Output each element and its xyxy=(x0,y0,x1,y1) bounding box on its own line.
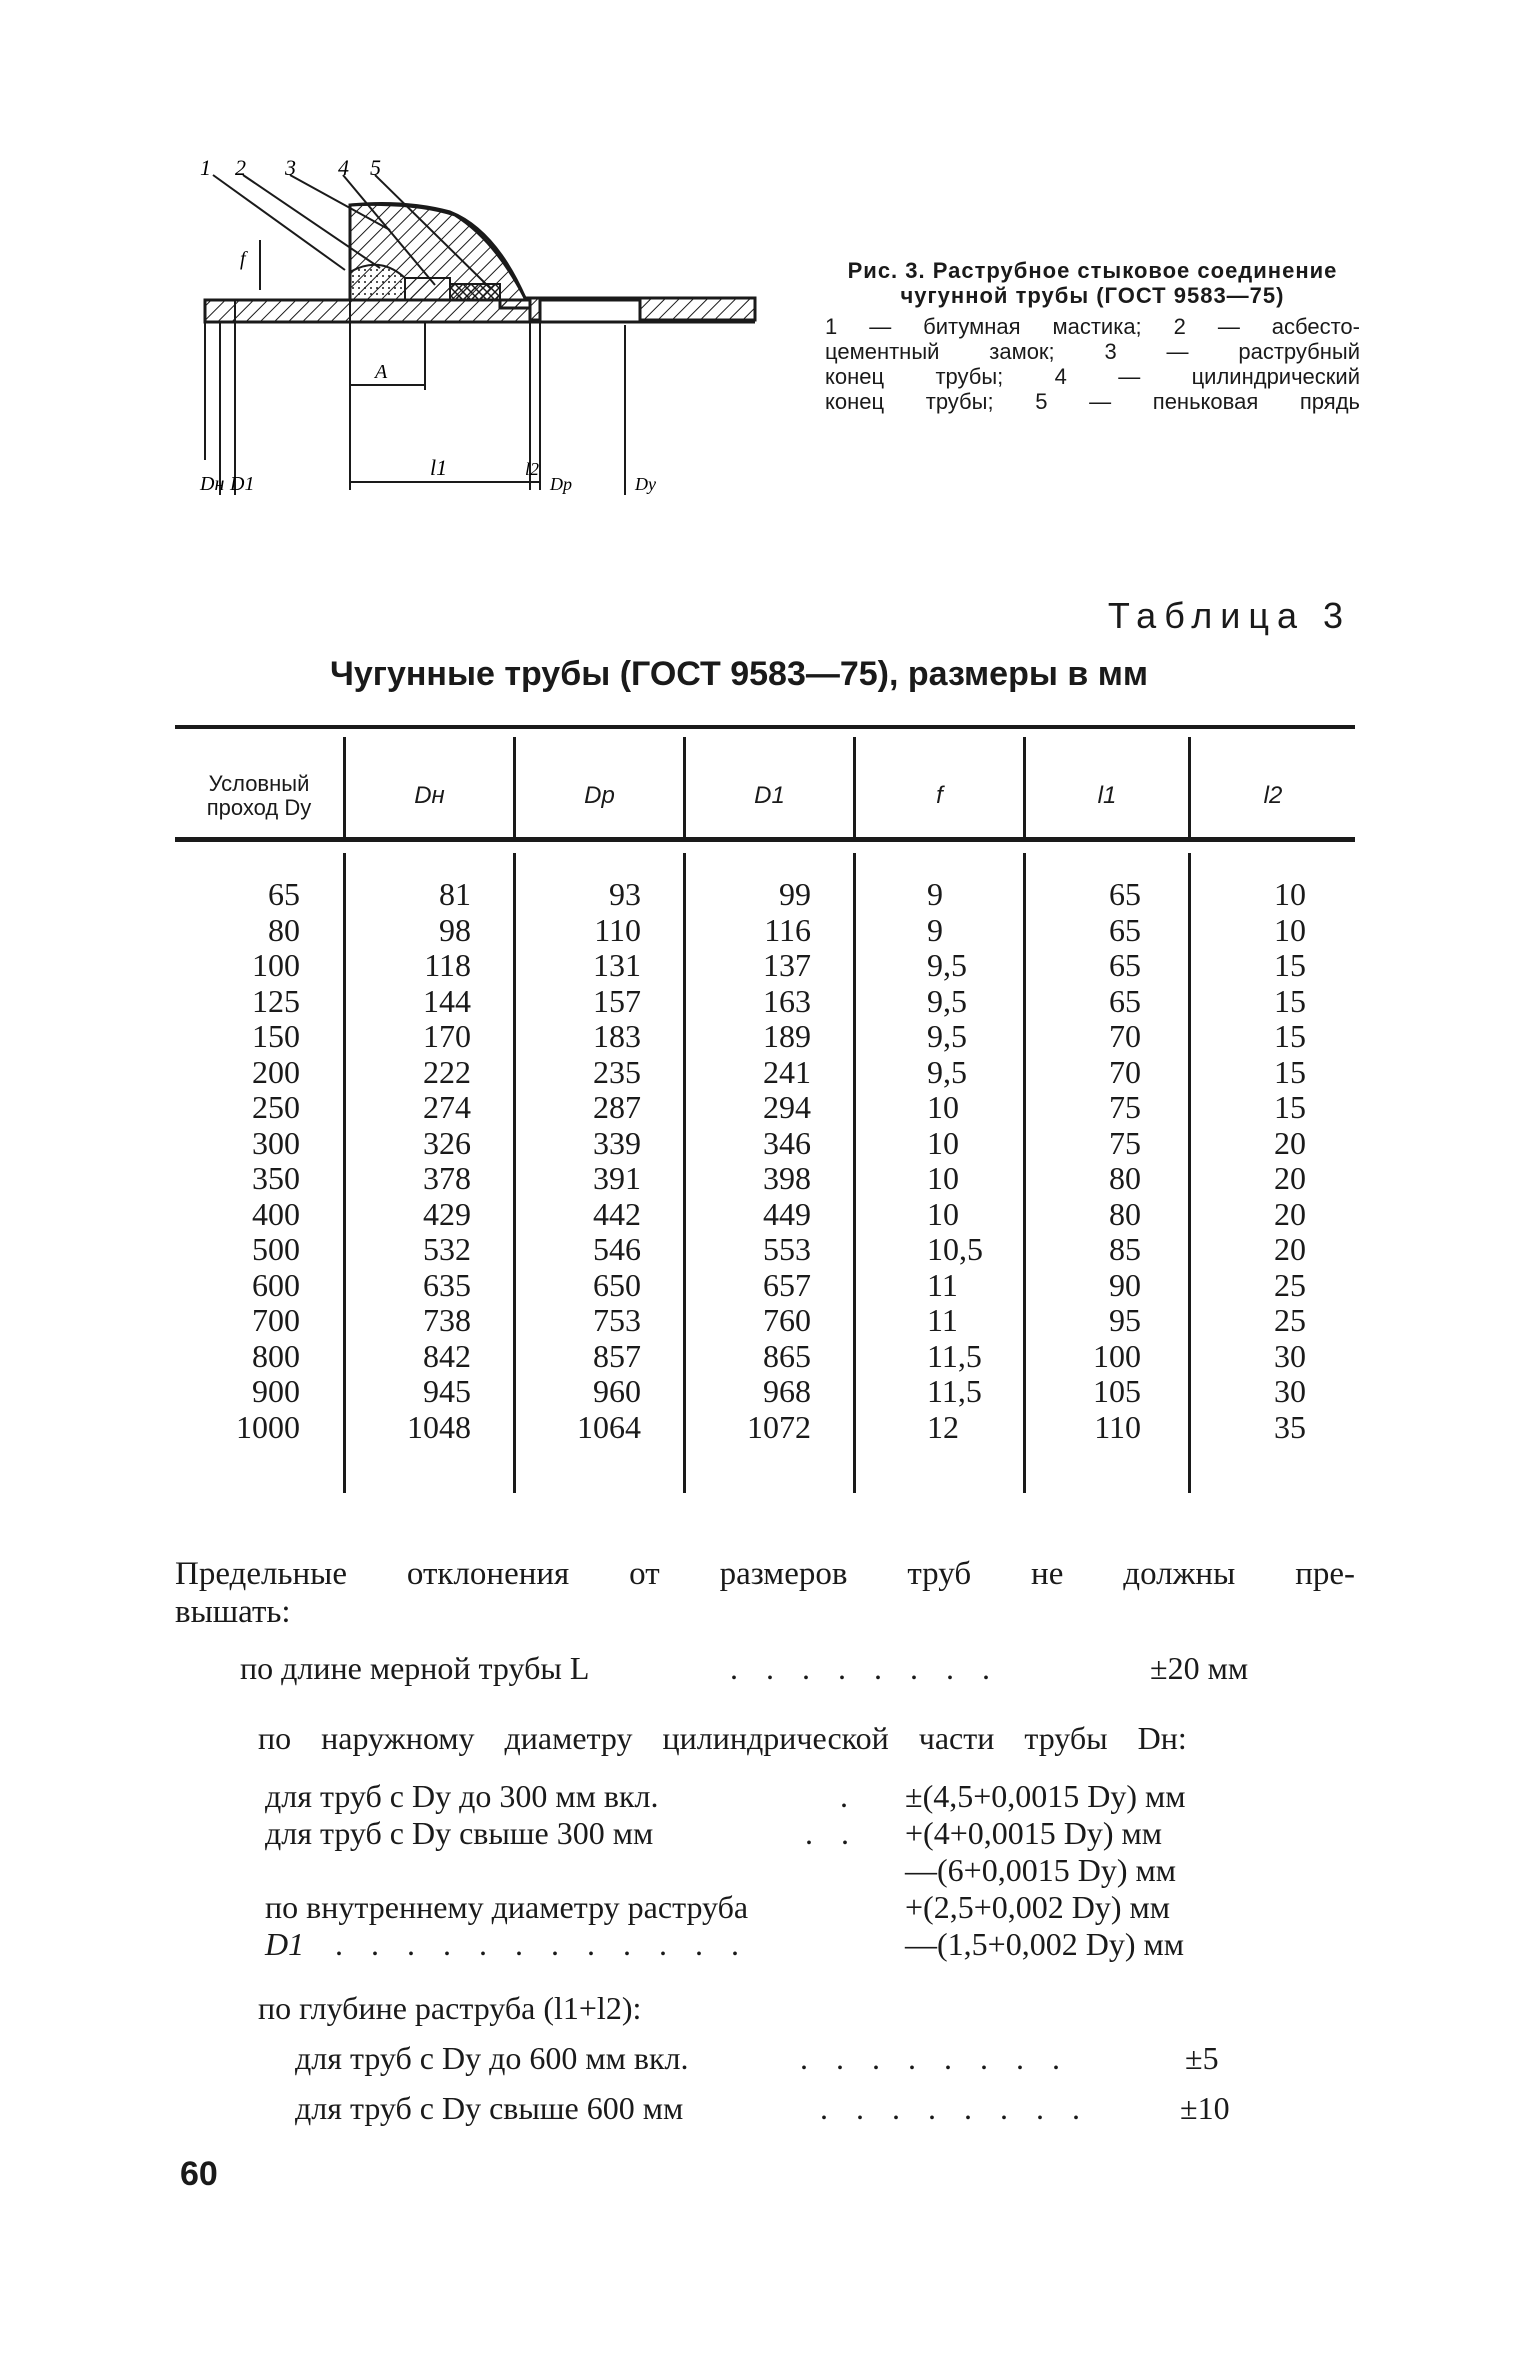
leader-dots: . . xyxy=(805,1815,859,1851)
table-cell: 80 xyxy=(268,911,300,948)
table-cell: 1048 xyxy=(407,1408,471,1445)
table-cell: 137 xyxy=(763,947,811,983)
table-cell: 398 xyxy=(763,1160,811,1196)
table-cell: 738 xyxy=(423,1302,471,1338)
header-d1: D1 xyxy=(754,781,785,809)
legend-line: цементный замок; 3 — раструбный xyxy=(825,339,1360,364)
intro-line-1 xyxy=(175,1555,1355,1593)
table-cell: 326 xyxy=(423,1124,471,1161)
table-top-rule xyxy=(175,725,1355,729)
table-cell: 65 xyxy=(1109,911,1141,948)
table-cell: 900 xyxy=(252,1373,300,1409)
table-cell: 9,5 xyxy=(927,1053,967,1090)
table-cell: 35 xyxy=(1274,1408,1306,1445)
table-cell: 189 xyxy=(763,1018,811,1054)
table-cell: 945 xyxy=(423,1373,471,1409)
inner-diameter-label: по внутреннему диаметру раструба xyxy=(265,1889,749,1925)
table-cell: 222 xyxy=(423,1053,471,1090)
dim-l2: l2 xyxy=(525,459,540,479)
intro-word: отклонения xyxy=(406,1556,570,1592)
table-cell: 429 xyxy=(423,1195,471,1232)
leader-dots: . . . . . . . . xyxy=(820,2090,1090,2126)
legend-line: 1 — битумная мастика; 2 — асбесто- xyxy=(825,314,1360,339)
table-cell: 300 xyxy=(252,1124,300,1161)
table-cell: 105 xyxy=(1093,1373,1141,1409)
col-divider xyxy=(853,853,856,1493)
table-cell: 65 xyxy=(268,876,300,912)
intro-word: пре- xyxy=(1295,1556,1355,1592)
table-cell: 15 xyxy=(1274,1089,1306,1125)
table-cell: 25 xyxy=(1274,1266,1306,1303)
table-cell: 235 xyxy=(593,1053,641,1090)
table-cell: 9,5 xyxy=(927,982,967,1019)
table-cell: 30 xyxy=(1274,1337,1306,1374)
table-cell: 75 xyxy=(1109,1089,1141,1125)
table-cell: 391 xyxy=(593,1160,641,1196)
table-cell: 10 xyxy=(927,1160,959,1196)
callout-3: 3 xyxy=(285,160,296,180)
leader-dots: . . . . . . . . xyxy=(800,2040,1070,2076)
table-cell: 65 xyxy=(1109,876,1141,912)
table-cell: 98 xyxy=(439,911,471,948)
figure-caption xyxy=(825,258,1360,414)
table-cell: 75 xyxy=(1109,1124,1141,1161)
table-cell: 635 xyxy=(423,1266,471,1303)
table-cell: 85 xyxy=(1109,1231,1141,1267)
table-cell: 183 xyxy=(593,1018,641,1054)
table-cell: 150 xyxy=(252,1018,300,1054)
pipe-joint-drawing xyxy=(195,160,775,505)
length-value: ±20 мм xyxy=(1150,1650,1249,1686)
table-cell: 118 xyxy=(424,947,471,983)
inner-value-minus: —(1,5+0,002 Dу) мм xyxy=(905,1926,1184,1962)
inner-value-plus: +(2,5+0,002 Dу) мм xyxy=(905,1889,1171,1925)
callout-1: 1 xyxy=(200,160,211,180)
table-cell: 95 xyxy=(1109,1302,1141,1338)
table-cell: 346 xyxy=(763,1124,811,1161)
table-cell: 9 xyxy=(927,876,943,912)
table-cell: 116 xyxy=(764,911,811,948)
table-cell: 10 xyxy=(927,1195,959,1232)
column-l1 xyxy=(1026,877,1141,1445)
table-cell: 20 xyxy=(1274,1195,1306,1232)
column-l2 xyxy=(1191,877,1306,1445)
table-cell: 163 xyxy=(763,982,811,1019)
table-cell: 546 xyxy=(593,1231,641,1267)
table-cell: 1072 xyxy=(747,1408,811,1445)
table-cell: 30 xyxy=(1274,1373,1306,1409)
page-number: 60 xyxy=(180,2155,218,2193)
table-cell: 65 xyxy=(1109,947,1141,983)
column-dp xyxy=(516,877,641,1445)
intro-word: от xyxy=(629,1556,660,1592)
intro-word: должны xyxy=(1123,1556,1236,1592)
tolerance-intro xyxy=(175,1555,1355,1631)
table-cell: 274 xyxy=(423,1089,471,1125)
table-cell: 294 xyxy=(763,1089,811,1125)
intro-line-2: вышать: xyxy=(175,1594,291,1630)
header-f: f xyxy=(936,781,943,809)
table-title: Чугунные трубы (ГОСТ 9583—75), размеры в мм xyxy=(330,655,1148,693)
table-cell: 15 xyxy=(1274,982,1306,1019)
table-cell: 857 xyxy=(593,1337,641,1374)
table-cell: 9,5 xyxy=(927,947,967,983)
table-cell: 90 xyxy=(1109,1266,1141,1303)
table-cell: 287 xyxy=(593,1089,641,1125)
table-cell: 11,5 xyxy=(927,1337,982,1374)
table-cell: 81 xyxy=(439,876,471,912)
table-cell: 15 xyxy=(1274,1018,1306,1054)
outer-diameter-label: по наружному диаметру цилиндрической части трубы Dн: xyxy=(258,1720,1187,1756)
header-l1: l1 xyxy=(1097,781,1117,809)
column-d1 xyxy=(686,877,811,1445)
inner-diameter-symbol: D1 xyxy=(265,1926,305,1962)
hemp-strand xyxy=(450,284,500,300)
callout-5: 5 xyxy=(370,160,381,180)
outer-over-label: для труб с Dу свыше 300 мм xyxy=(265,1815,654,1851)
table-cell: 110 xyxy=(594,911,641,948)
table-cell: 700 xyxy=(252,1302,300,1338)
table-cell: 753 xyxy=(593,1302,641,1338)
asbestos-lock xyxy=(405,278,450,300)
table-cell: 600 xyxy=(252,1266,300,1303)
table-cell: 99 xyxy=(779,876,811,912)
dim-Dn: Dн xyxy=(200,473,225,495)
table-cell: 553 xyxy=(763,1231,811,1267)
dim-l1: l1 xyxy=(430,455,448,480)
leader-dots: . . . . . . . . xyxy=(730,1650,1000,1686)
table-cell: 20 xyxy=(1274,1124,1306,1161)
callout-2: 2 xyxy=(235,160,246,180)
table-cell: 100 xyxy=(1093,1337,1141,1374)
table-cell: 339 xyxy=(593,1124,641,1161)
intro-word: Предельные xyxy=(175,1556,347,1592)
table-number: Таблица 3 xyxy=(1107,595,1351,636)
intro-word: не xyxy=(1031,1556,1064,1592)
table-cell: 800 xyxy=(252,1337,300,1374)
dim-A: A xyxy=(375,361,388,383)
outer-upto-value: ±(4,5+0,0015 Dу) мм xyxy=(905,1778,1186,1814)
column-dn xyxy=(346,877,471,1445)
table-cell: 400 xyxy=(252,1195,300,1232)
outer-upto-label: для труб с Dу до 300 мм вкл. xyxy=(265,1778,659,1814)
table-cell: 10 xyxy=(1274,876,1306,912)
leader-dots: . xyxy=(840,1778,848,1814)
table-cell: 15 xyxy=(1274,947,1306,983)
table-cell: 378 xyxy=(423,1160,471,1196)
outer-over-value-minus: —(6+0,0015 Dу) мм xyxy=(905,1852,1176,1888)
table-cell: 1000 xyxy=(236,1408,300,1445)
table-cell: 80 xyxy=(1109,1160,1141,1196)
table-cell: 10 xyxy=(927,1089,959,1125)
table-cell: 10 xyxy=(1274,911,1306,948)
table-cell: 650 xyxy=(593,1266,641,1303)
table-cell: 110 xyxy=(1094,1408,1141,1445)
table-cell: 11,5 xyxy=(927,1373,982,1409)
table-cell: 532 xyxy=(423,1231,471,1267)
table-cell: 15 xyxy=(1274,1053,1306,1090)
table-cell: 442 xyxy=(593,1195,641,1232)
column-dy xyxy=(175,877,300,1445)
table-cell: 250 xyxy=(252,1089,300,1125)
table-cell: 80 xyxy=(1109,1195,1141,1232)
header-dy: Условный проход Dу xyxy=(206,770,312,820)
table-cell: 960 xyxy=(593,1373,641,1409)
table-cell: 20 xyxy=(1274,1231,1306,1267)
table-cell: 70 xyxy=(1109,1018,1141,1054)
depth-upto-value: ±5 xyxy=(1185,2040,1219,2076)
intro-word: размеров xyxy=(719,1556,848,1592)
dim-Dy: Dу xyxy=(635,474,656,494)
table-cell: 10 xyxy=(927,1124,959,1161)
table-cell: 125 xyxy=(252,982,300,1019)
header-dp: Dр xyxy=(584,781,615,809)
table-cell: 25 xyxy=(1274,1302,1306,1338)
table-cell: 157 xyxy=(593,982,641,1019)
column-f xyxy=(927,877,1017,1445)
table-cell: 10,5 xyxy=(927,1231,983,1267)
table-cell: 12 xyxy=(927,1408,959,1445)
table-cell: 9 xyxy=(927,911,943,948)
table-cell: 170 xyxy=(423,1018,471,1054)
table-cell: 968 xyxy=(763,1373,811,1409)
leader-dots: . . . . . . . . . . . . xyxy=(335,1926,749,1962)
intro-word: труб xyxy=(907,1556,972,1592)
legend-line: конец трубы; 4 — цилиндрический xyxy=(825,364,1360,389)
table-cell: 842 xyxy=(423,1337,471,1374)
table-cell: 100 xyxy=(252,947,300,983)
table-cell: 144 xyxy=(423,982,471,1019)
table-cell: 657 xyxy=(763,1266,811,1303)
depth-label: по глубине раструба (l1+l2): xyxy=(258,1990,642,2026)
table-cell: 200 xyxy=(252,1053,300,1090)
dim-D1: D1 xyxy=(230,473,255,495)
table-cell: 11 xyxy=(927,1266,958,1303)
table-cell: 9,5 xyxy=(927,1018,967,1054)
dim-f: f xyxy=(240,248,246,270)
figure-legend xyxy=(825,314,1360,414)
table-cell: 20 xyxy=(1274,1160,1306,1196)
table-cell: 760 xyxy=(763,1302,811,1338)
callout-4: 4 xyxy=(338,160,349,180)
table-cell: 1064 xyxy=(577,1408,641,1445)
depth-over-value: ±10 xyxy=(1180,2090,1230,2126)
spigot-end xyxy=(205,300,530,322)
dim-Dp: Dр xyxy=(550,474,572,494)
table-cell: 350 xyxy=(252,1160,300,1196)
table-cell: 131 xyxy=(593,947,641,983)
legend-line: конец трубы; 5 — пеньковая прядь xyxy=(825,389,1360,414)
pipe-dimensions-table xyxy=(175,725,1355,1495)
length-label: по длине мерной трубы L xyxy=(240,1650,590,1686)
table-cell: 449 xyxy=(763,1195,811,1232)
header-l2: l2 xyxy=(1263,781,1283,809)
table-cell: 11 xyxy=(927,1302,958,1338)
table-cell: 500 xyxy=(252,1231,300,1267)
header-dn: Dн xyxy=(414,781,445,809)
outer-over-value-plus: +(4+0,0015 Dу) мм xyxy=(905,1815,1163,1851)
table-cell: 241 xyxy=(763,1053,811,1090)
table-cell: 70 xyxy=(1109,1053,1141,1090)
depth-upto-label: для труб с Dу до 600 мм вкл. xyxy=(295,2040,689,2076)
table-cell: 65 xyxy=(1109,982,1141,1019)
table-cell: 93 xyxy=(609,876,641,912)
table-cell: 865 xyxy=(763,1337,811,1374)
figure-title: Рис. 3. Раструбное стыковое соединение чугунной трубы (ГОСТ 9583—75) xyxy=(847,258,1338,308)
depth-over-label: для труб с Dу свыше 600 мм xyxy=(295,2090,684,2126)
